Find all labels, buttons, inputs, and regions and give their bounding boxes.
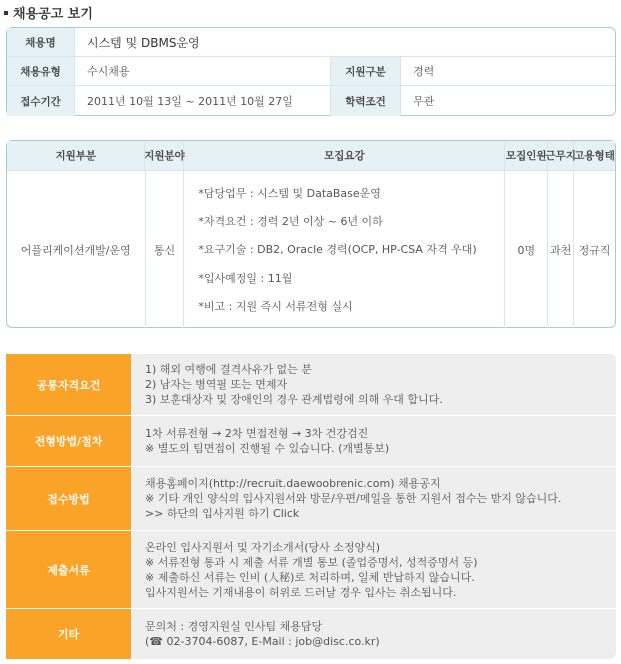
summary-row-period bbox=[7, 86, 615, 116]
detail-line: >> 하단의 입사지원 하기 Click bbox=[145, 507, 300, 520]
employment-type-cell: 정규직 bbox=[578, 243, 611, 257]
detail-row-documents bbox=[6, 531, 616, 609]
detail-label: 제출서류 bbox=[6, 531, 131, 608]
detail-label: 공통자격요건 bbox=[6, 354, 131, 415]
requirements-cell bbox=[184, 171, 505, 328]
detail-line: 문의처 : 경영지원실 인사팀 채용담당 bbox=[145, 620, 323, 633]
detail-content bbox=[131, 354, 616, 415]
summary-row-title bbox=[7, 28, 615, 57]
table-row bbox=[7, 171, 615, 328]
detail-line: ※ 제출하신 서류는 인비 (人秘)로 처리하며, 일체 반납하지 않습니다. bbox=[145, 570, 475, 584]
detail-row-etc bbox=[6, 609, 616, 659]
detail-line: ※ 서류전형 통과 시 제출 서류 개별 통보 (졸업증명서, 성적증명서 등) bbox=[145, 555, 478, 569]
detail-line: 1) 해외 여행에 결격사유가 없는 분 bbox=[145, 363, 312, 376]
page-title bbox=[4, 3, 93, 22]
header-employment-type: 고용형태 bbox=[574, 150, 615, 162]
header-department: 지원부분 bbox=[7, 141, 145, 170]
department-cell: 어플리케이션개발/운영 bbox=[7, 171, 146, 328]
requirement-item: *자격요건 : 경력 2년 이상 ~ 6년 이하 bbox=[198, 215, 383, 229]
education-label: 학력조건 bbox=[331, 86, 401, 116]
detail-content bbox=[131, 531, 616, 608]
detail-label: 전형방법/절차 bbox=[6, 416, 131, 466]
detail-line: ※ 기타 개인 양식의 입사지원서와 방문/우편/메일을 통한 지원서 접수는 받지 않습니다. bbox=[145, 492, 562, 505]
detail-line: 입사지원서는 기재내용이 허위로 드러날 경우 입사는 취소됩니다. bbox=[145, 585, 457, 599]
detail-content bbox=[131, 609, 616, 659]
requirement-item: *비고 : 지원 즉시 서류전형 실시 bbox=[198, 299, 353, 313]
header-requirements: 모집요강 bbox=[184, 141, 505, 170]
detail-row-qualifications bbox=[6, 354, 616, 416]
job-summary-table bbox=[6, 27, 616, 116]
header-field: 지원분야 bbox=[145, 141, 184, 170]
detail-content bbox=[131, 467, 616, 530]
bullet-icon bbox=[4, 11, 8, 15]
location-cell: 과천 bbox=[548, 171, 574, 328]
positions-table bbox=[6, 140, 616, 328]
requirement-item: *담당업무 : 시스템 및 DataBase운영 bbox=[198, 187, 381, 201]
detail-line: ※ 별도의 팀면접이 진행될 수 있습니다. (개별통보) bbox=[145, 442, 390, 455]
detail-line: 1차 서류전형 → 2차 면접전형 → 3차 건강검진 bbox=[145, 427, 369, 440]
type-value: 수시채용 bbox=[75, 57, 331, 85]
positions-header-row bbox=[7, 141, 615, 171]
header-headcount: 모집인원 bbox=[505, 141, 548, 170]
detail-line: 2) 남자는 병역필 또는 면제자 bbox=[145, 378, 288, 391]
detail-row-process bbox=[6, 416, 616, 467]
detail-line: 채용홈페이지(http://recruit.daewoobrenic.com) 채용공지 bbox=[145, 477, 441, 490]
division-value: 경력 bbox=[413, 65, 435, 78]
page-title-text: 채용공고 보기 bbox=[13, 7, 93, 22]
detail-label: 접수방법 bbox=[6, 467, 131, 530]
detail-line: 온라인 입사지원서 및 자기소개서(당사 소정양식) bbox=[145, 540, 381, 554]
summary-row-type bbox=[7, 57, 615, 86]
title-label: 채용명 bbox=[7, 28, 75, 56]
type-label: 채용유형 bbox=[7, 57, 75, 85]
detail-label: 기타 bbox=[6, 609, 131, 659]
period-value: 2011년 10월 13일 ~ 2011년 10월 27일 bbox=[75, 86, 331, 116]
headcount-cell: 0명 bbox=[505, 171, 548, 328]
requirement-item: *입사예정일 : 11월 bbox=[198, 271, 293, 285]
requirement-item: *요구기술 : DB2, Oracle 경력(OCP, HP-CSA 자격 우대) bbox=[198, 243, 477, 257]
detail-line: 3) 보훈대상자 및 장애인의 경우 관계법령에 의해 우대 합니다. bbox=[145, 393, 443, 406]
header-location: 근무지 bbox=[548, 141, 574, 170]
education-value: 무관 bbox=[413, 95, 435, 108]
title-value: 시스템 및 DBMS운영 bbox=[87, 35, 200, 50]
period-label: 접수기간 bbox=[7, 86, 75, 116]
field-cell: 통신 bbox=[146, 171, 185, 328]
detail-row-application bbox=[6, 467, 616, 531]
detail-line: (☎ 02-3704-6087, E-Mail : job@disc.co.kr) bbox=[145, 635, 380, 648]
detail-content bbox=[131, 416, 616, 466]
division-label: 지원구분 bbox=[331, 57, 401, 85]
details-table bbox=[6, 354, 616, 659]
